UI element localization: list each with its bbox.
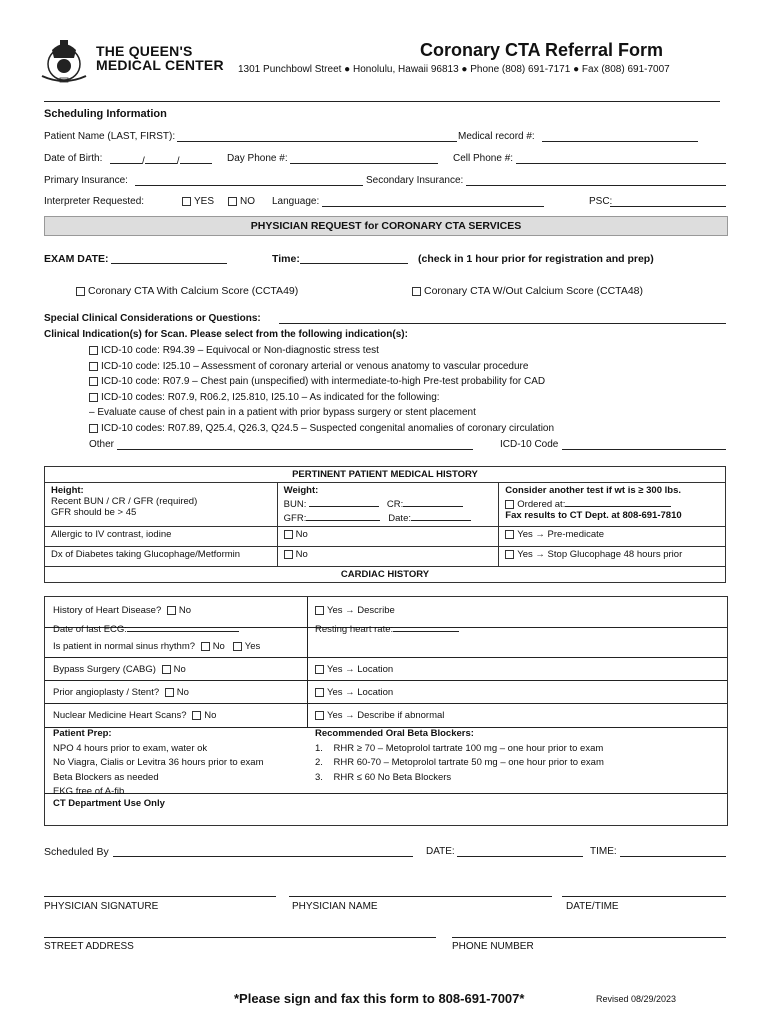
other-label: Other [89, 439, 115, 450]
street-address-field[interactable] [44, 927, 436, 938]
form-title: Coronary CTA Referral Form [420, 40, 664, 60]
date-time-label: DATE/TIME [566, 901, 619, 912]
diabetes-no-checkbox[interactable]: No [277, 547, 499, 567]
exam-date-label: EXAM DATE: [44, 253, 109, 265]
org-name: THE QUEEN'S MEDICAL CENTER [96, 43, 224, 73]
contact-address: 1301 Punchbowl Street ● Honolulu, Hawaii 96813 ● Phone (808) 691-7171 ● Fax (808) 691-7007 [238, 64, 670, 75]
icd-code-field[interactable] [562, 439, 726, 450]
weight-cell[interactable]: Weight: BUN: CR: GFR: Date: [277, 483, 499, 527]
scheduled-by-field[interactable] [113, 846, 413, 857]
indication-congenital-checkbox[interactable]: ICD-10 codes: R07.89, Q25.4, Q26.3, Q24.5 – Suspected congenital anomalies of coronary circulation [89, 423, 554, 434]
ordered-checkbox[interactable]: Ordered at: [505, 496, 719, 510]
resting-hr-label[interactable]: Resting heart rate: [315, 621, 459, 635]
consider-cell: Consider another test if wt is ≥ 300 lbs. Ordered at: Fax results to CT Dept. at 808-691-7810 [499, 483, 726, 527]
time-field[interactable] [300, 253, 408, 264]
interpreter-label: Interpreter Requested: [44, 196, 145, 207]
physician-name-field[interactable] [289, 886, 552, 897]
indication-r94-checkbox[interactable]: ICD-10 code: R94.39 – Equivocal or Non-diagnostic stress test [89, 345, 379, 356]
psc-label: PSC: [589, 196, 613, 207]
sign-fax-instruction: *Please sign and fax this form to 808-691-7007* [234, 991, 525, 1006]
physician-request-bar: PHYSICIAN REQUEST for CORONARY CTA SERVICES [44, 216, 728, 236]
header-divider [44, 101, 720, 102]
patient-name-label: Patient Name (LAST, FIRST): [44, 131, 176, 142]
icd-code-label: ICD-10 Code [500, 439, 559, 450]
medical-record-field[interactable] [542, 131, 698, 142]
sinus-rhythm-row[interactable]: Is patient in normal sinus rhythm? No Yes [53, 641, 261, 652]
indication-multi-detail: – Evaluate cause of chest pain in a patient with prior bypass surgery or stent placement [89, 407, 476, 418]
interpreter-yes-checkbox[interactable]: YES [182, 196, 214, 207]
medical-history-table [44, 466, 726, 583]
physician-signature-field[interactable] [44, 886, 276, 897]
secondary-insurance-label: Secondary Insurance: [366, 175, 464, 186]
indication-r07-checkbox[interactable]: ICD-10 code: R07.9 – Chest pain (unspecified) with intermediate-to-high Pre-test probability for CAD [89, 376, 545, 387]
patient-prep: Patient Prep: NPO 4 hours prior to exam, water ok No Viagra, Cialis or Levitra 36 hours prior to exam Beta Blockers as needed EKG free of A-fib [53, 728, 264, 797]
nuclear-yes-checkbox[interactable]: Yes → Describe if abnormal [315, 710, 444, 721]
angioplasty-row[interactable]: Prior angioplasty / Stent? No [53, 687, 189, 698]
diabetes-yes-checkbox[interactable]: Yes → Stop Glucophage 48 hours prior [499, 547, 726, 567]
nuclear-row[interactable]: Nuclear Medicine Heart Scans? No [53, 710, 217, 721]
cell-phone-label: Cell Phone #: [453, 153, 514, 164]
other-field[interactable] [117, 439, 473, 450]
heart-disease-yes-checkbox[interactable]: Yes → Describe [315, 605, 395, 616]
physician-name-label: PHYSICIAN NAME [292, 901, 378, 912]
indication-multi-checkbox[interactable]: ICD-10 codes: R07.9, R06.2, I25.810, I25.10 – As indicated for the following: [89, 392, 440, 403]
bypass-yes-checkbox[interactable]: Yes → Location [315, 664, 393, 675]
ct-dept-only-label: CT Department Use Only [53, 798, 165, 809]
time-label: Time: [272, 253, 300, 265]
history-heading: PERTINENT PATIENT MEDICAL HISTORY [45, 467, 726, 483]
language-field[interactable] [322, 196, 544, 207]
option-ccta48-checkbox[interactable]: Coronary CTA W/Out Calcium Score (CCTA48) [412, 285, 643, 297]
day-phone-field[interactable] [290, 153, 438, 164]
allergic-no-checkbox[interactable]: No [277, 527, 499, 547]
primary-insurance-label: Primary Insurance: [44, 175, 128, 186]
heart-disease-row[interactable]: History of Heart Disease? No [53, 605, 192, 616]
scheduling-heading: Scheduling Information [44, 108, 167, 120]
street-address-label: STREET ADDRESS [44, 941, 134, 952]
language-label: Language: [272, 196, 320, 207]
indication-i25-checkbox[interactable]: ICD-10 code: I25.10 – Assessment of coronary arterial or venous anatomy to vascular procedure [89, 361, 528, 372]
interpreter-no-checkbox[interactable]: NO [228, 196, 255, 207]
angioplasty-yes-checkbox[interactable]: Yes → Location [315, 687, 393, 698]
option-ccta49-checkbox[interactable]: Coronary CTA With Calcium Score (CCTA49) [76, 285, 298, 297]
special-considerations-label: Special Clinical Considerations or Questions: [44, 313, 261, 324]
allergic-label: Allergic to IV contrast, iodine [45, 527, 278, 547]
last-ecg-label[interactable]: Date of last ECG: [53, 621, 239, 635]
footer-time-field[interactable] [620, 846, 726, 857]
footer-date-field[interactable] [457, 846, 583, 857]
checkin-note: (check in 1 hour prior for registration and prep) [418, 253, 654, 265]
physician-signature-label: PHYSICIAN SIGNATURE [44, 901, 159, 912]
allergic-yes-checkbox[interactable]: Yes → Pre-medicate [499, 527, 726, 547]
cardiac-heading: CARDIAC HISTORY [45, 567, 726, 583]
day-phone-label: Day Phone #: [227, 153, 288, 164]
scheduled-by-label: Scheduled By [44, 846, 109, 858]
beta-blockers: Recommended Oral Beta Blockers: 1. RHR ≥ 70 – Metoprolol tartrate 100 mg – one hour prior to exam 2. RHR 60-70 – Metoprolol tartrate 50 mg – one hour prior to exam 3. RHR ≤ 60 No Beta Blockers [315, 728, 604, 783]
cell-phone-field[interactable] [516, 153, 726, 164]
dob-field[interactable]: / / [110, 153, 212, 167]
queens-crest-logo [38, 36, 90, 84]
footer-date-label: DATE: [426, 846, 455, 857]
phone-number-field[interactable] [452, 927, 726, 938]
medical-record-label: Medical record #: [458, 131, 535, 142]
bypass-row[interactable]: Bypass Surgery (CABG) No [53, 664, 186, 675]
primary-insurance-field[interactable] [135, 175, 363, 186]
psc-field[interactable] [610, 196, 726, 207]
patient-name-field[interactable] [177, 131, 457, 142]
secondary-insurance-field[interactable] [466, 175, 726, 186]
footer-time-label: TIME: [590, 846, 617, 857]
height-cell[interactable]: Height: Recent BUN / CR / GFR (required) GFR should be > 45 [45, 483, 278, 527]
diabetes-label: Dx of Diabetes taking Glucophage/Metformin [45, 547, 278, 567]
exam-date-field[interactable] [111, 253, 227, 264]
dob-label: Date of Birth: [44, 153, 103, 164]
indications-heading: Clinical Indication(s) for Scan. Please select from the following indication(s): [44, 329, 408, 340]
special-considerations-field[interactable] [279, 313, 726, 324]
phone-number-label: PHONE NUMBER [452, 941, 534, 952]
date-time-field[interactable] [562, 886, 726, 897]
cardiac-history-grid [44, 596, 728, 826]
revised-date: Revised 08/29/2023 [596, 994, 677, 1004]
